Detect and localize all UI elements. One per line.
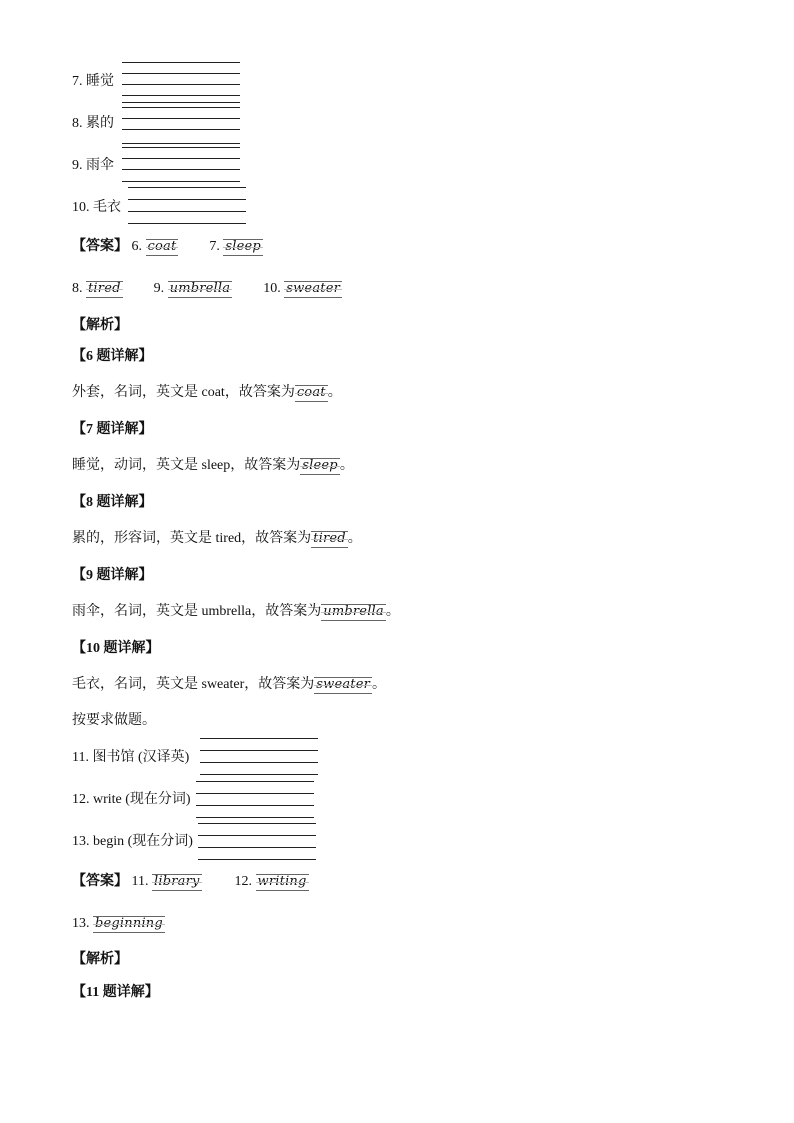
analysis-header: 【解析】 bbox=[72, 952, 128, 967]
writing-lines bbox=[128, 187, 246, 223]
answer-word: coat bbox=[296, 385, 326, 400]
detail-text: 外套，名词，英文是 coat，故答案为 coat 。 bbox=[72, 385, 342, 400]
answer-word: beginning bbox=[95, 916, 163, 931]
answer-word: writing bbox=[257, 874, 307, 889]
answer-word: sleep bbox=[302, 458, 338, 473]
question-13 bbox=[72, 833, 193, 851]
detail-text: 睡觉，动词，英文是 sleep，故答案为 sleep 。 bbox=[72, 458, 354, 473]
writing-lines bbox=[196, 781, 314, 817]
answer-row-3 bbox=[72, 873, 309, 891]
answer-num: 13. bbox=[72, 916, 90, 931]
answer-num: 8. bbox=[72, 281, 83, 296]
answer-word: library bbox=[153, 874, 200, 889]
detail-title: 【7 题详解】 bbox=[72, 422, 153, 437]
answer-row-1 bbox=[72, 238, 263, 256]
detail-title: 【11 题详解】 bbox=[72, 985, 159, 1000]
question-10 bbox=[72, 199, 121, 217]
answer-word: tired bbox=[313, 531, 346, 546]
detail-text: 毛衣，名词，英文是 sweater，故答案为 sweater 。 bbox=[72, 677, 387, 692]
answer-word: umbrella bbox=[169, 281, 231, 296]
question-label: 8. 累的 bbox=[72, 116, 114, 131]
detail-title: 【9 题详解】 bbox=[72, 568, 153, 583]
question-label: 12. write (现在分词) bbox=[72, 792, 191, 807]
answer-num: 10. bbox=[263, 281, 281, 296]
answer-word: tired bbox=[88, 281, 121, 296]
answer-num: 11. bbox=[131, 874, 149, 889]
answer-header: 【答案】 bbox=[72, 874, 128, 889]
answer-row-4 bbox=[72, 915, 165, 933]
analysis-header: 【解析】 bbox=[72, 318, 128, 333]
answer-header: 【答案】 bbox=[72, 239, 128, 254]
writing-lines bbox=[122, 107, 240, 143]
detail-title: 【10 题详解】 bbox=[72, 641, 160, 656]
question-8 bbox=[72, 115, 114, 133]
question-label: 10. 毛衣 bbox=[72, 200, 121, 215]
answer-num: 9. bbox=[153, 281, 165, 296]
question-11 bbox=[72, 749, 189, 767]
answer-word: sweater bbox=[286, 281, 341, 296]
answer-word: umbrella bbox=[323, 604, 384, 619]
question-label: 7. 睡觉 bbox=[72, 74, 114, 89]
question-label: 9. 雨伞 bbox=[72, 158, 114, 173]
answer-word: coat bbox=[147, 239, 177, 254]
answer-num: 6. bbox=[131, 239, 142, 254]
question-label: 11. 图书馆 (汉译英) bbox=[72, 750, 190, 765]
question-12 bbox=[72, 791, 191, 809]
writing-lines bbox=[122, 62, 240, 102]
detail-title: 【6 题详解】 bbox=[72, 349, 153, 364]
answer-word: sweater bbox=[316, 677, 371, 692]
question-9 bbox=[72, 157, 114, 175]
writing-lines bbox=[198, 823, 316, 859]
answer-row-2 bbox=[72, 280, 342, 298]
answer-num: 12. bbox=[234, 874, 253, 889]
answer-word: sleep bbox=[225, 239, 261, 254]
detail-text: 累的，形容词，英文是 tired，故答案为 tired 。 bbox=[72, 531, 362, 546]
writing-lines bbox=[122, 147, 240, 183]
writing-lines bbox=[200, 738, 318, 776]
answer-num: 7. bbox=[209, 239, 220, 254]
instruction: 按要求做题。 bbox=[72, 713, 156, 728]
detail-title: 【8 题详解】 bbox=[72, 495, 153, 510]
question-7 bbox=[72, 73, 114, 91]
detail-text: 雨伞，名词，英文是 umbrella，故答案为 umbrella 。 bbox=[72, 604, 400, 619]
question-label: 13. begin (现在分词) bbox=[72, 834, 193, 849]
